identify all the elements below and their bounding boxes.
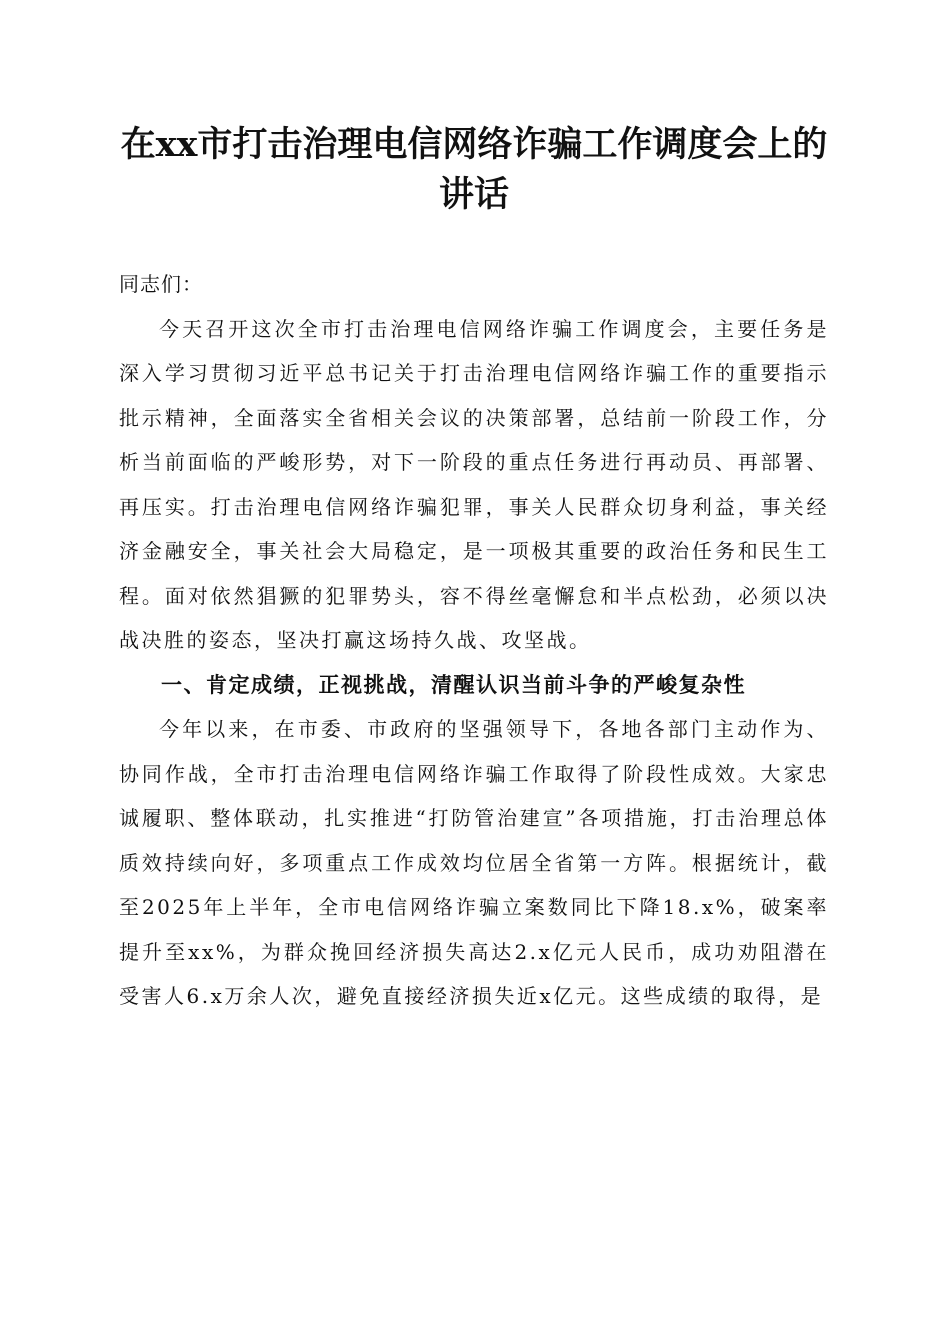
salutation: 同志们： — [119, 272, 203, 296]
section-paragraph: 今年以来，在市委、市政府的坚强领导下，各地各部门主动作为、协同作战，全市打击治理电信网络诈骗工作取得了阶段性成效。大家忠诚履职、整体联动，扎实推进“打防管治建宣”各项措施，打击治理总体质效持续向好，多项重点工作成效均位居全省第一方阵。根据统计，截至2025年上半年，全市电信网络诈骗立案数同比下降18.x%，破案率提升至xx%，为群众挽回经济损失高达2.x亿元人民币，成功劝阻潜在受害人6.x万余人次，避免直接经济损失近x亿元。这些成绩的取得，是 — [119, 717, 829, 1008]
section-heading: 一、肯定成绩，正视挑战，清醒认识当前斗争的严峻复杂性 — [161, 672, 746, 697]
intro-paragraph: 今天召开这次全市打击治理电信网络诈骗工作调度会，主要任务是深入学习贯彻习近平总书记关于打击治理电信网络诈骗工作的重要指示批示精神，全面落实全省相关会议的决策部署，总结前一阶段工作，分析当前面临的严峻形势，对下一阶段的重点任务进行再动员、再部署、再压实。打击治理电信网络诈骗犯罪，事关人民群众切身利益，事关经济金融安全，事关社会大局稳定，是一项极其重要的政治任务和民生工程。面对依然猖獗的犯罪势头，容不得丝毫懈怠和半点松劲，必须以决战决胜的姿态，坚决打赢这场持久战、攻坚战。 — [119, 316, 829, 652]
document-title: 在xx市打击治理电信网络诈骗工作调度会上的讲话 — [120, 124, 828, 215]
document-page — [119, 120, 829, 1019]
